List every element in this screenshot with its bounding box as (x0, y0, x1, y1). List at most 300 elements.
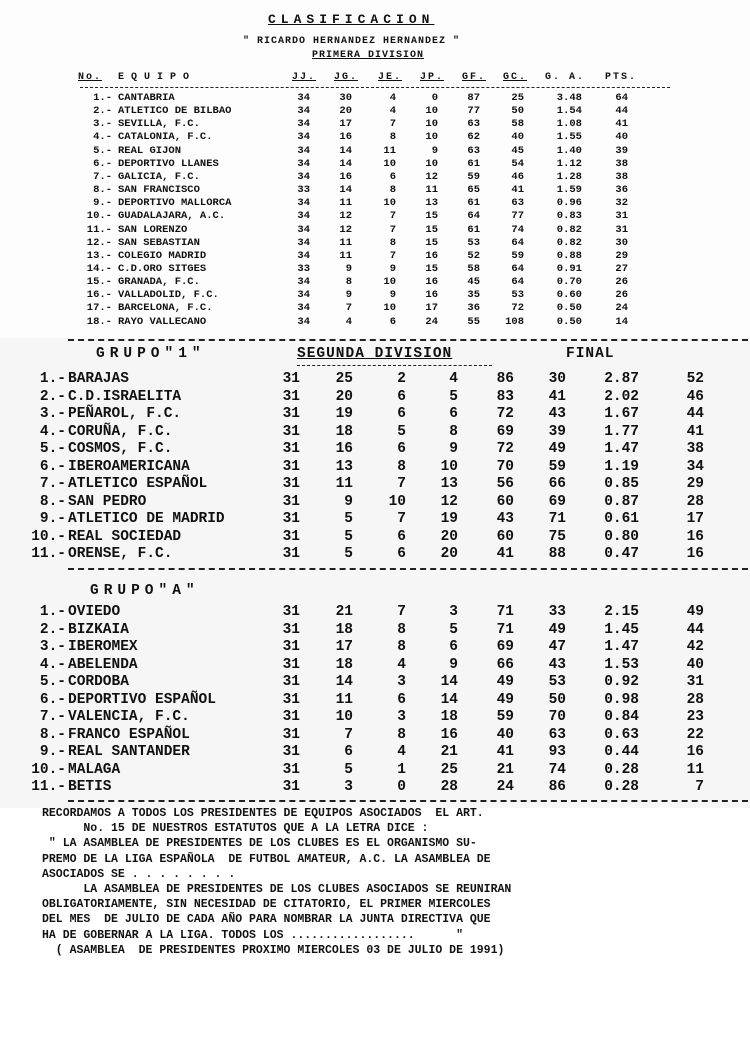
notice-line: No. 15 DE NUESTROS ESTATUTOS QUE A LA LETRA DICE : (42, 822, 429, 836)
cell-no: 16.- (86, 289, 112, 302)
cell-ga: 0.83 (556, 210, 582, 223)
cell-gf: 71 (496, 604, 514, 620)
cell-team: PEÑAROL, F.C. (68, 406, 182, 422)
table-row (0, 674, 750, 691)
cell-no: 8.- (93, 184, 112, 197)
cell-jp: 15 (425, 223, 438, 236)
table-row (0, 316, 750, 329)
final-label: FINAL (566, 346, 615, 362)
cell-ga: 0.28 (604, 779, 639, 795)
cell-no: 11.- (86, 223, 112, 236)
cell-jg: 11 (335, 476, 353, 492)
cell-je: 4 (397, 744, 406, 760)
cell-gc: 46 (511, 170, 524, 183)
cell-no: 5.- (93, 144, 112, 157)
cell-jj: 31 (282, 476, 300, 492)
cell-no: 8.- (39, 726, 66, 743)
cell-jp: 4 (449, 371, 458, 387)
cell-pts: 29 (615, 249, 628, 262)
cell-jg: 4 (345, 315, 352, 328)
notice-line: OBLIGATORIAMENTE, SIN NECESIDAD DE CITATORIO, EL PRIMER MIERCOLES (42, 898, 491, 912)
table-row (0, 92, 750, 105)
cell-je: 10 (383, 157, 396, 170)
cell-gf: 65 (467, 184, 480, 197)
cell-jj: 34 (297, 249, 310, 262)
cell-team: COLEGIO MADRID (118, 249, 207, 262)
cell-jj: 31 (282, 406, 300, 422)
cell-no: 9.- (39, 511, 66, 527)
cell-gc: 71 (548, 511, 566, 527)
table-row (0, 762, 750, 779)
cell-no: 3.- (39, 639, 66, 655)
table-row (0, 604, 750, 621)
cell-ga: 0.80 (604, 528, 639, 545)
cell-jj: 31 (282, 546, 300, 562)
cell-jp: 10 (440, 458, 458, 475)
cell-gc: 58 (511, 118, 524, 131)
cell-team: OVIEDO (68, 604, 121, 620)
cell-team: CANTABRIA (118, 92, 175, 104)
notice-line: " LA ASAMBLEA DE PRESIDENTES DE LOS CLUBES ES EL ORGANISMO SU- (42, 837, 477, 851)
cell-gc: 40 (511, 131, 524, 144)
table-row (0, 709, 750, 726)
cell-gc: 93 (548, 744, 566, 760)
cell-team: SAN FRANCISCO (118, 184, 200, 197)
cell-jg: 9 (344, 493, 353, 510)
cell-team: FRANCO ESPAÑOL (68, 726, 190, 743)
cell-jg: 17 (335, 639, 353, 655)
cell-jg: 8 (345, 276, 352, 289)
cell-no: 4.- (39, 423, 66, 440)
notice-line: RECORDAMOS A TODOS LOS PRESIDENTES DE EQUIPOS ASOCIADOS EL ART. (42, 807, 484, 820)
cell-pts: 44 (615, 105, 628, 118)
cell-gc: 50 (548, 691, 566, 708)
cell-gc: 49 (548, 621, 566, 638)
cell-ga: 1.12 (556, 157, 582, 170)
table-row (0, 210, 750, 223)
cell-gf: 61 (467, 197, 480, 210)
cell-pts: 29 (686, 476, 704, 492)
cell-gc: 69 (548, 493, 566, 510)
cell-jj: 34 (297, 118, 310, 131)
cell-gc: 53 (548, 674, 566, 690)
cell-ga: 1.77 (604, 423, 639, 440)
cell-jj: 31 (282, 709, 300, 725)
cell-ga: 1.67 (604, 406, 639, 422)
cell-ga: 0.88 (556, 249, 582, 262)
notice-line: ( ASAMBLEA DE PRESIDENTES PROXIMO MIERCOLES 03 DE JULIO DE 1991) (42, 943, 505, 957)
cell-no: 11.- (31, 546, 66, 562)
cell-gf: 35 (467, 289, 480, 302)
cell-jg: 16 (339, 131, 352, 144)
table-row (0, 476, 750, 493)
cell-jp: 20 (440, 546, 458, 562)
cell-jj: 34 (297, 144, 310, 157)
cell-gf: 41 (496, 546, 514, 562)
cell-gf: 71 (496, 621, 514, 638)
cell-pts: 36 (615, 184, 628, 197)
cell-jg: 14 (339, 144, 352, 157)
cell-ga: 1.28 (556, 170, 582, 183)
table-row (0, 622, 750, 639)
table-row (0, 131, 750, 144)
cell-je: 4 (389, 92, 396, 104)
cell-je: 7 (397, 511, 406, 527)
cell-gf: 63 (467, 118, 480, 131)
table-row (0, 105, 750, 118)
cell-jp: 0 (431, 92, 438, 104)
cell-jj: 31 (282, 441, 300, 457)
cell-jp: 16 (440, 726, 458, 743)
col-gc: GC. (503, 72, 528, 83)
table-row (0, 224, 750, 237)
cell-ga: 0.63 (604, 726, 639, 743)
cell-jj: 31 (282, 691, 300, 708)
cell-je: 6 (397, 546, 406, 562)
cell-je: 10 (388, 493, 406, 510)
page-title: CLASIFICACION (268, 12, 435, 27)
cell-no: 2.- (39, 621, 66, 638)
cell-no: 5.- (39, 674, 66, 690)
cell-team: MALAGA (68, 761, 121, 778)
cell-pts: 16 (686, 546, 704, 562)
cell-jg: 17 (339, 118, 352, 131)
cell-jp: 19 (440, 511, 458, 527)
cell-jp: 10 (425, 105, 438, 118)
cell-gc: 43 (548, 406, 566, 422)
cell-team: BETIS (68, 779, 112, 795)
table-row (0, 389, 750, 406)
cell-team: SAN PEDRO (68, 493, 147, 510)
cell-jp: 10 (425, 157, 438, 170)
cell-jp: 15 (425, 262, 438, 275)
cell-ga: 0.44 (604, 744, 639, 760)
cell-gc: 72 (511, 302, 524, 315)
cell-no: 4.- (39, 656, 66, 673)
cell-jg: 18 (335, 656, 353, 673)
table-row (0, 237, 750, 250)
cell-team: BIZKAIA (68, 621, 129, 638)
cell-ga: 0.91 (556, 262, 582, 275)
cell-no: 7.- (39, 476, 66, 492)
cell-gc: 66 (548, 476, 566, 492)
cell-jj: 31 (282, 726, 300, 743)
cell-jp: 21 (440, 744, 458, 760)
table-row (0, 657, 750, 674)
cell-je: 6 (397, 691, 406, 708)
cell-gf: 86 (496, 371, 514, 387)
cell-ga: 0.84 (604, 709, 639, 725)
cell-jg: 14 (339, 184, 352, 197)
cell-je: 8 (397, 639, 406, 655)
cell-ga: 1.59 (556, 184, 582, 197)
cell-no: 10.- (31, 528, 66, 545)
cell-jp: 9 (431, 144, 438, 157)
cell-ga: 3.48 (556, 92, 582, 104)
cell-jg: 7 (344, 726, 353, 743)
cell-pts: 24 (615, 302, 628, 315)
cell-jj: 34 (297, 315, 310, 328)
cell-ga: 0.47 (604, 546, 639, 562)
cell-gc: 45 (511, 144, 524, 157)
cell-team: VALLADOLID, F.C. (118, 289, 219, 302)
cell-jp: 20 (440, 528, 458, 545)
cell-gc: 41 (548, 388, 566, 405)
cell-ga: 0.82 (556, 223, 582, 236)
cell-team: ABELENDA (68, 656, 138, 673)
cell-no: 9.- (39, 744, 66, 760)
cell-team: SEVILLA, F.C. (118, 118, 200, 131)
table-row (0, 302, 750, 315)
notice-line: LA ASAMBLEA DE PRESIDENTES DE LOS CLUBES ASOCIADOS SE REUNIRAN (42, 883, 512, 897)
cell-team: GUADALAJARA, A.C. (118, 210, 226, 223)
cell-jp: 3 (449, 604, 458, 620)
cell-team: IBEROAMERICANA (68, 458, 190, 475)
grupo-a-label: GRUPO"A" (90, 583, 200, 599)
cell-ga: 0.50 (556, 315, 582, 328)
cell-gf: 72 (496, 406, 514, 422)
table-row (0, 184, 750, 197)
cell-jj: 34 (297, 210, 310, 223)
cell-jg: 11 (339, 236, 352, 249)
cell-ga: 0.92 (604, 674, 639, 690)
cell-jg: 9 (345, 289, 352, 302)
notice-line: ASOCIADOS SE . . . . . . . . (42, 867, 236, 881)
cell-team: BARCELONA, F.C. (118, 302, 213, 315)
cell-jp: 8 (449, 423, 458, 440)
section-divider (68, 339, 748, 341)
cell-pts: 31 (686, 674, 704, 690)
col-jg: JG. (334, 72, 359, 83)
cell-jg: 18 (335, 423, 353, 440)
cell-je: 5 (397, 423, 406, 440)
cell-gf: 43 (496, 511, 514, 527)
cell-pts: 28 (686, 493, 704, 510)
cell-no: 17.- (86, 302, 112, 315)
cell-je: 6 (397, 388, 406, 405)
cell-je: 10 (383, 302, 396, 315)
cell-team: C.D.ORO SITGES (118, 262, 207, 275)
cell-jj: 31 (282, 656, 300, 673)
cell-ga: 1.19 (604, 458, 639, 475)
cell-no: 12.- (86, 236, 112, 249)
cell-je: 4 (397, 656, 406, 673)
cell-je: 9 (389, 289, 396, 302)
cell-jg: 18 (335, 621, 353, 638)
cell-gc: 74 (548, 761, 566, 778)
col-jp: JP. (420, 72, 445, 83)
cell-jj: 34 (297, 157, 310, 170)
table-row (0, 546, 750, 563)
cell-jg: 14 (335, 674, 353, 690)
cell-jp: 15 (425, 236, 438, 249)
table-row (0, 197, 750, 210)
cell-no: 3.- (93, 118, 112, 131)
cell-pts: 28 (686, 691, 704, 708)
cell-jg: 13 (335, 458, 353, 475)
cell-pts: 32 (615, 197, 628, 210)
table-row (0, 250, 750, 263)
cell-gf: 53 (467, 236, 480, 249)
cell-pts: 64 (615, 92, 628, 104)
cell-je: 6 (397, 441, 406, 457)
cell-jg: 9 (345, 262, 352, 275)
cell-team: SAN LORENZO (118, 223, 188, 236)
cell-jg: 7 (345, 302, 352, 315)
cell-gc: 53 (511, 289, 524, 302)
cell-gc: 47 (548, 639, 566, 655)
cell-team: BARAJAS (68, 371, 129, 387)
cell-gc: 64 (511, 236, 524, 249)
cell-je: 7 (389, 118, 396, 131)
col-jj: JJ. (292, 72, 317, 83)
segunda-group-label: GRUPO"1" (96, 346, 206, 362)
cell-gf: 45 (467, 276, 480, 289)
cell-no: 1.- (93, 92, 112, 104)
cell-jj: 34 (297, 289, 310, 302)
cell-gf: 21 (496, 761, 514, 778)
cell-jj: 34 (297, 223, 310, 236)
cell-je: 6 (389, 315, 396, 328)
cell-jp: 14 (440, 674, 458, 690)
cell-pts: 11 (686, 761, 704, 778)
cell-no: 2.- (93, 105, 112, 118)
cell-jg: 14 (339, 157, 352, 170)
table-row (0, 371, 750, 388)
cell-no: 18.- (86, 315, 112, 328)
cell-no: 13.- (86, 249, 112, 262)
cell-no: 5.- (39, 441, 66, 457)
cell-pts: 44 (686, 621, 704, 638)
cell-jp: 16 (425, 249, 438, 262)
table-row (0, 406, 750, 423)
cell-pts: 38 (686, 441, 704, 457)
cell-no: 1.- (39, 371, 66, 387)
cell-jj: 31 (282, 761, 300, 778)
cell-jp: 5 (449, 621, 458, 638)
cell-gf: 61 (467, 223, 480, 236)
cell-gf: 52 (467, 249, 480, 262)
cell-pts: 38 (615, 170, 628, 183)
cell-je: 11 (383, 144, 396, 157)
cell-jj: 31 (282, 511, 300, 527)
cell-no: 9.- (93, 197, 112, 210)
cell-jp: 17 (425, 302, 438, 315)
cell-team: ATLETICO ESPAÑOL (68, 476, 208, 492)
cell-jj: 31 (282, 621, 300, 638)
cell-jg: 5 (344, 761, 353, 778)
cell-gc: 86 (548, 779, 566, 795)
col-ga: G. A. (545, 72, 586, 83)
cell-jp: 24 (425, 315, 438, 328)
cell-pts: 17 (686, 511, 704, 527)
cell-jg: 16 (335, 441, 353, 457)
cell-gc: 59 (548, 458, 566, 475)
cell-team: DEPORTIVO LLANES (118, 157, 219, 170)
cell-je: 7 (389, 210, 396, 223)
cell-je: 7 (397, 604, 406, 620)
cell-jp: 5 (449, 388, 458, 405)
cell-pts: 14 (615, 315, 628, 328)
cell-gc: 74 (511, 223, 524, 236)
table-row (0, 511, 750, 528)
table-row (0, 145, 750, 158)
cell-team: GRANADA, F.C. (118, 276, 200, 289)
cell-jj: 31 (282, 458, 300, 475)
table-row (0, 727, 750, 744)
cell-jp: 25 (440, 761, 458, 778)
cell-gc: 63 (548, 726, 566, 743)
cell-gc: 70 (548, 709, 566, 725)
cell-jj: 34 (297, 92, 310, 104)
cell-je: 7 (389, 223, 396, 236)
cell-je: 8 (397, 726, 406, 743)
cell-jj: 31 (282, 604, 300, 620)
cell-ga: 1.40 (556, 144, 582, 157)
cell-pts: 7 (695, 779, 704, 795)
cell-gf: 36 (467, 302, 480, 315)
cell-jg: 11 (339, 197, 352, 210)
header-rule (80, 87, 670, 88)
col-no: No. (78, 72, 103, 83)
cell-ga: 1.55 (556, 131, 582, 144)
cell-jg: 11 (335, 691, 353, 708)
cell-gf: 69 (496, 423, 514, 440)
cell-pts: 40 (686, 656, 704, 673)
cell-jp: 12 (425, 170, 438, 183)
cell-gf: 60 (496, 493, 514, 510)
cell-ga: 0.50 (556, 302, 582, 315)
cell-jg: 19 (335, 406, 353, 422)
cell-jg: 11 (339, 249, 352, 262)
cell-pts: 22 (686, 726, 704, 743)
table-row (0, 779, 750, 796)
cell-gf: 58 (467, 262, 480, 275)
cell-jj: 31 (282, 493, 300, 510)
table-row (0, 459, 750, 476)
cell-je: 6 (397, 528, 406, 545)
cell-no: 1.- (39, 604, 66, 620)
cell-jj: 34 (297, 302, 310, 315)
cell-ga: 1.08 (556, 118, 582, 131)
cell-gc: 33 (548, 604, 566, 620)
cell-gf: 66 (496, 656, 514, 673)
table-row (0, 276, 750, 289)
cell-team: CATALONIA, F.C. (118, 131, 213, 144)
notice-line: PREMO DE LA LIGA ESPAÑOLA DE FUTBOL AMATEUR, A.C. LA ASAMBLEA DE (42, 852, 491, 866)
cell-jg: 30 (339, 92, 352, 104)
cell-no: 14.- (86, 262, 112, 275)
cell-je: 6 (389, 170, 396, 183)
cell-ga: 0.70 (556, 276, 582, 289)
cell-jp: 9 (449, 656, 458, 673)
cell-team: CORDOBA (68, 674, 129, 690)
cell-gf: 40 (496, 726, 514, 743)
cell-team: REAL GIJON (118, 144, 182, 157)
cell-jj: 34 (297, 276, 310, 289)
cell-gf: 59 (467, 170, 480, 183)
cell-gf: 61 (467, 157, 480, 170)
cell-team: REAL SOCIEDAD (68, 528, 182, 545)
cell-no: 7.- (93, 170, 112, 183)
cell-je: 4 (389, 105, 396, 118)
cell-jp: 18 (440, 709, 458, 725)
cell-gf: 69 (496, 639, 514, 655)
cell-jp: 10 (425, 131, 438, 144)
cell-jg: 10 (335, 709, 353, 725)
table-row (0, 744, 750, 761)
cell-no: 4.- (93, 131, 112, 144)
